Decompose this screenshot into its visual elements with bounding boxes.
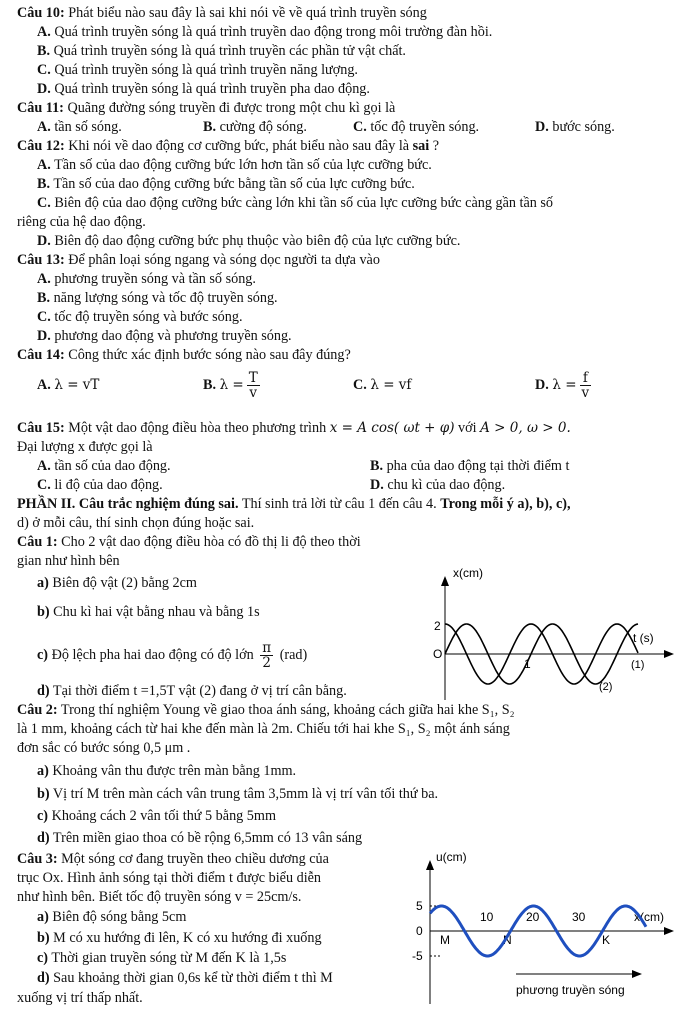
p2-stem-cont: là 1 mm, khoảng cách từ hai khe đến màn là 2m. Chiếu tới hai khe S₁, S₂ một ánh sáng — [17, 721, 510, 737]
p3-graph-point-k: K — [602, 933, 611, 947]
q14-option-b: B. λ = $\frac{T}{v}$ — [203, 370, 258, 402]
q10-label: Câu 10: — [17, 5, 65, 21]
q10-option-a: A. Quá trình truyền sóng là quá trình truyền dao động trong môi trường đàn hồi. — [37, 24, 493, 40]
q12-option-c: C. Biên độ của dao động cưỡng bức càng lớn khi tần số của lực cưỡng bức càng gần tần số — [37, 195, 554, 211]
p3-stem: Câu 3: Một sóng cơ đang truyền theo chiều dương của — [17, 851, 329, 867]
p2-item-d: d) Trên miền giao thoa có bề rộng 6,5mm có 13 vân sáng — [37, 830, 363, 846]
q15-option-a: A. tần số của dao động. — [37, 458, 171, 474]
p3-item-c: c) Thời gian truyền sóng từ M đến K là 1,5s — [37, 950, 287, 966]
p3-item-a: a) Biên độ sóng bằng 5cm — [37, 909, 187, 925]
p3-graph-xlabel: x(cm) — [634, 910, 664, 924]
part2-heading: PHẦN II. Câu trắc nghiệm đúng sai. Thí sinh trả lời từ câu 1 đến câu 4. Trong mỗi ý a), b), c), — [17, 496, 571, 512]
p1-graph-xlabel: t (s) — [633, 631, 654, 645]
p3-graph-xtick-30: 30 — [572, 910, 586, 924]
q14-option-d: D. λ = $\frac{f}{v}$ — [535, 370, 590, 402]
p3-graph-direction-arrowhead — [632, 970, 642, 978]
q14-option-a: A. λ = vT — [37, 377, 100, 393]
q10-stem-text: Phát biểu nào sau đây là sai khi nói về về quá trình truyền sóng — [68, 5, 427, 21]
q12-option-b: B. Tần số của dao động cưỡng bức bằng tần số của lực cưỡng bức. — [37, 176, 415, 192]
p3-graph-caption: phương truyền sóng — [516, 983, 625, 997]
q15-option-b: B. pha của dao động tại thời điểm t — [370, 458, 570, 474]
p3-graph-y-bottom: -5 — [412, 949, 423, 963]
q10-option-b: B. Quá trình truyền sóng là quá trình truyền các phần tử vật chất. — [37, 43, 406, 59]
p2-item-b: b) Vị trí M trên màn cách vân trung tâm 3,5mm là vị trí vân tối thứ ba. — [37, 786, 439, 802]
p1-stem: Câu 1: Cho 2 vật dao động điều hòa có đồ thị li độ theo thời — [17, 534, 361, 550]
p3-graph-y-arrow — [426, 860, 434, 870]
p3-stem-cont: trục Ox. Hình ảnh sóng tại thời điểm t được biểu diễn — [17, 870, 322, 886]
q13-stem: Câu 13: Để phân loại sóng ngang và sóng dọc người ta dựa vào — [17, 252, 380, 268]
p1-graph-label-1: (1) — [631, 659, 645, 671]
p3-graph-x-arrow — [664, 927, 674, 935]
q15-stem: Câu 15: Một vật dao động điều hòa theo phương trình x = A cos( ωt + φ) với A > 0, ω > 0. — [17, 420, 571, 436]
q14-stem: Câu 14: Công thức xác định bước sóng nào sau đây đúng? — [17, 347, 351, 363]
q13-option-c: C. tốc độ truyền sóng và bước sóng. — [37, 309, 243, 325]
p1-graph-y-arrow — [441, 576, 449, 586]
q12-option-d: D. Biên độ dao động cưỡng bức phụ thuộc vào biên độ của lực cưỡng bức. — [37, 233, 461, 249]
q11-option-b: B. cường độ sóng. — [203, 119, 307, 135]
p3-graph — [406, 848, 678, 1006]
q11-stem: Câu 11: Quãng đường sóng truyền đi được trong một chu kì gọi là — [17, 100, 396, 116]
p1-stem-cont: gian như hình bên — [17, 553, 120, 569]
p1-graph-x-arrow — [664, 650, 674, 658]
q15-option-c: C. li độ của dao động. — [37, 477, 163, 493]
q10-option-c: C. Quá trình truyền sóng là quá trình truyền năng lượng. — [37, 62, 358, 78]
p2-item-c: c) Khoảng cách 2 vân tối thứ 5 bằng 5mm — [37, 808, 276, 824]
p1-item-c: c) Độ lệch pha hai dao động có độ lớn $\frac{\pi}{2}$ (rad) — [37, 640, 308, 672]
p1-graph-origin: O — [433, 647, 443, 661]
part2-intro-cont: d) ở mỗi câu, thí sinh chọn đúng hoặc sai. — [17, 515, 255, 531]
q13-option-b: B. năng lượng sóng và tốc độ truyền sóng. — [37, 290, 278, 306]
p1-graph-ytick: 2 — [434, 619, 441, 633]
p2-stem: Câu 2: Trong thí nghiệm Young về giao thoa ánh sáng, khoảng cách giữa hai khe S₁, S₂ — [17, 702, 515, 718]
p3-graph-point-m: M — [440, 933, 450, 947]
q15-option-d: D. chu kì của dao động. — [370, 477, 506, 493]
q15-stem-cont: Đại lượng x được gọi là — [17, 439, 153, 455]
p1-graph — [420, 562, 675, 702]
p3-item-d-cont: xuống vị trí thấp nhất. — [17, 990, 143, 1006]
q14-option-c: C. λ = vf — [353, 377, 412, 393]
q11-option-a: A. tần số sóng. — [37, 119, 122, 135]
p1-graph-xtick: 1 — [524, 657, 531, 671]
p3-item-d: d) Sau khoảng thời gian 0,6s kể từ thời điểm t thì M — [37, 970, 333, 986]
p1-item-d: d) Tại thời điểm t =1,5T vật (2) đang ở vị trí cân bằng. — [37, 683, 347, 699]
p3-graph-point-n: N — [503, 933, 512, 947]
p3-graph-y-zero: 0 — [416, 924, 423, 938]
q10-option-d: D. Quá trình truyền sóng là quá trình truyền pha dao động. — [37, 81, 370, 97]
p1-graph-label-2: (2) — [599, 681, 613, 693]
q12-stem: Câu 12: Khi nói về dao động cơ cưỡng bức, phát biểu nào sau đây là sai ? — [17, 138, 440, 154]
p3-graph-xtick-20: 20 — [526, 910, 540, 924]
q12-option-c-cont: riêng của hệ dao động. — [17, 214, 146, 230]
q10-stem — [17, 5, 427, 22]
q12-option-a: A. Tần số của dao động cưỡng bức lớn hơn tần số của lực cưỡng bức. — [37, 157, 432, 173]
q11-option-c: C. tốc độ truyền sóng. — [353, 119, 480, 135]
p3-item-b: b) M có xu hướng đi lên, K có xu hướng đi xuống — [37, 930, 322, 946]
p3-graph-ylabel: u(cm) — [436, 850, 467, 864]
p3-stem-cont2: như hình bên. Biết tốc độ truyền sóng v = 25cm/s. — [17, 889, 302, 905]
p1-item-a: a) Biên độ vật (2) bằng 2cm — [37, 575, 197, 591]
p2-item-a: a) Khoảng vân thu được trên màn bằng 1mm. — [37, 763, 297, 779]
p2-stem-cont2: đơn sắc có bước sóng 0,5 μm . — [17, 740, 191, 756]
p1-graph-ylabel: x(cm) — [453, 566, 483, 580]
q13-option-a: A. phương truyền sóng và tần số sóng. — [37, 271, 256, 287]
q13-option-d: D. phương dao động và phương truyền sóng. — [37, 328, 292, 344]
p3-graph-xtick-10: 10 — [480, 910, 494, 924]
p3-graph-y-top: 5 — [416, 899, 423, 913]
p1-item-b: b) Chu kì hai vật bằng nhau và bằng 1s — [37, 604, 260, 620]
q11-option-d: D. bước sóng. — [535, 119, 615, 135]
